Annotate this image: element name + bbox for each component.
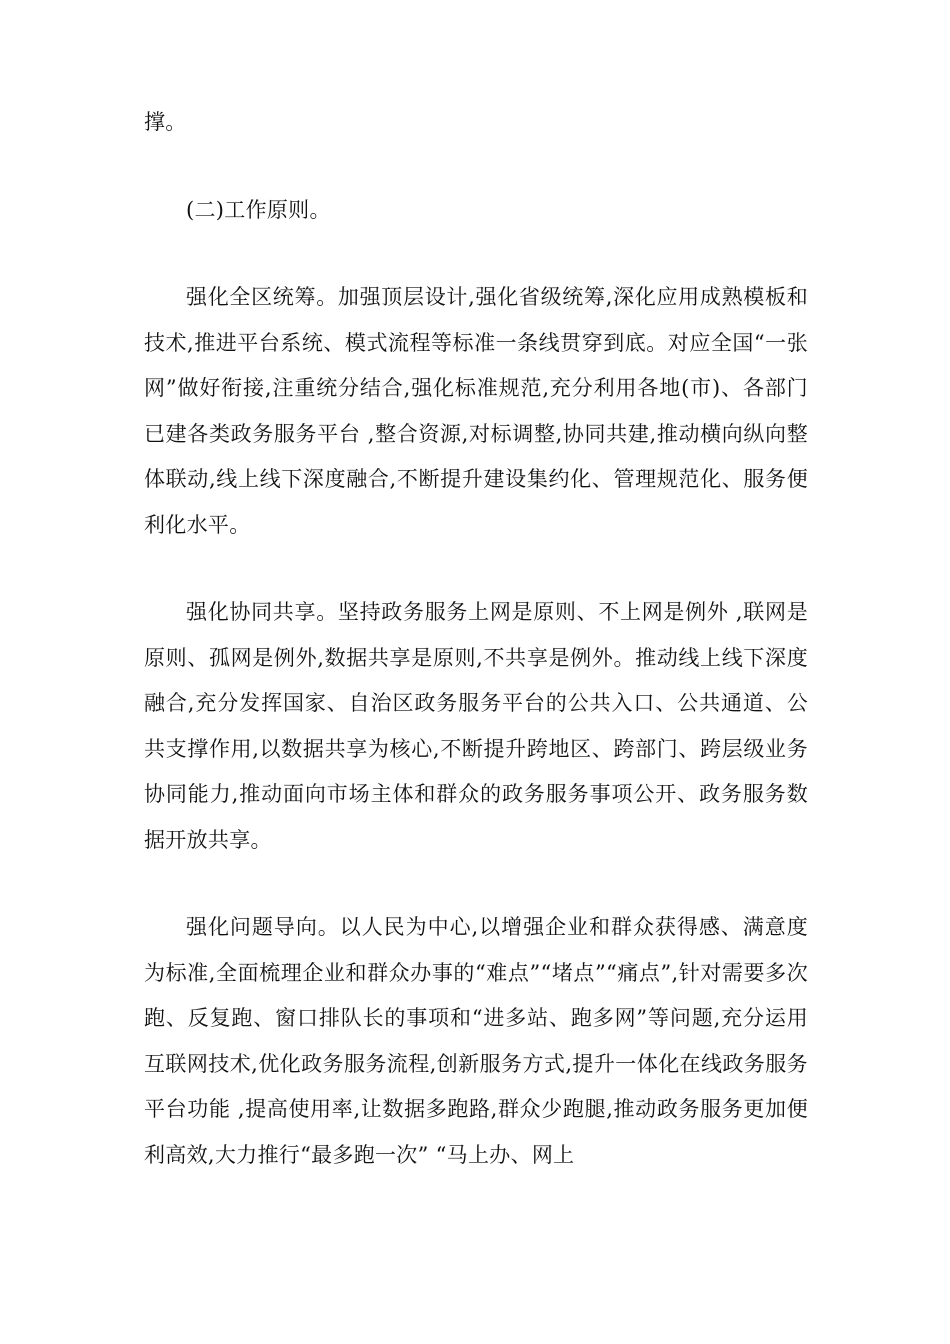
paragraph-problem-orientation: 强化问题导向。以人民为中心,以增强企业和群众获得感、满意度为标准,全面梳理企业和群众办事的“难点”“堵点”“痛点”,针对需要多次跑、反复跑、窗口排队长的事项和“进多站、跑多网”等问题,充分运用互联网技术,优化政务服务流程,创新服务方式,提升一体化在线政务服务平台功能 ,提高使用率,让数据多跑路,群众少跑腿,推动政务服务更加便利高效,大力推行“最多跑一次” “马上办、网上 bbox=[144, 915, 808, 1167]
section-heading-work-principles: (二)工作原则。 bbox=[186, 197, 331, 222]
paragraph-overall-planning: 强化全区统筹。加强顶层设计,强化省级统筹,深化应用成熟模板和技术,推进平台系统、模式流程等标准一条线贯穿到底。对应全国“一张网”做好衔接,注重统分结合,强化标准规范,充分利用各地(市)、各部门已建各类政务服务平台 ,整合资源,对标调整,协同共建,推动横向纵向整体联动,线上线下深度融合,不断提升建设集约化、管理规范化、服务便利化水平。 bbox=[144, 285, 808, 537]
document-page bbox=[144, 100, 808, 1178]
paragraph-continuation: 撑。 bbox=[144, 110, 187, 134]
paragraph-collaborative-sharing: 强化协同共享。坚持政务服务上网是原则、不上网是例外 ,联网是原则、孤网是例外,数据共享是原则,不共享是例外。推动线上线下深度融合,充分发挥国家、自治区政务服务平台的公共入口、公共通道、公共支撑作用,以数据共享为核心,不断提升跨地区、跨部门、跨层级业务协同能力,推动面向市场主体和群众的政务服务事项公开、政务服务数据开放共享。 bbox=[144, 600, 808, 852]
